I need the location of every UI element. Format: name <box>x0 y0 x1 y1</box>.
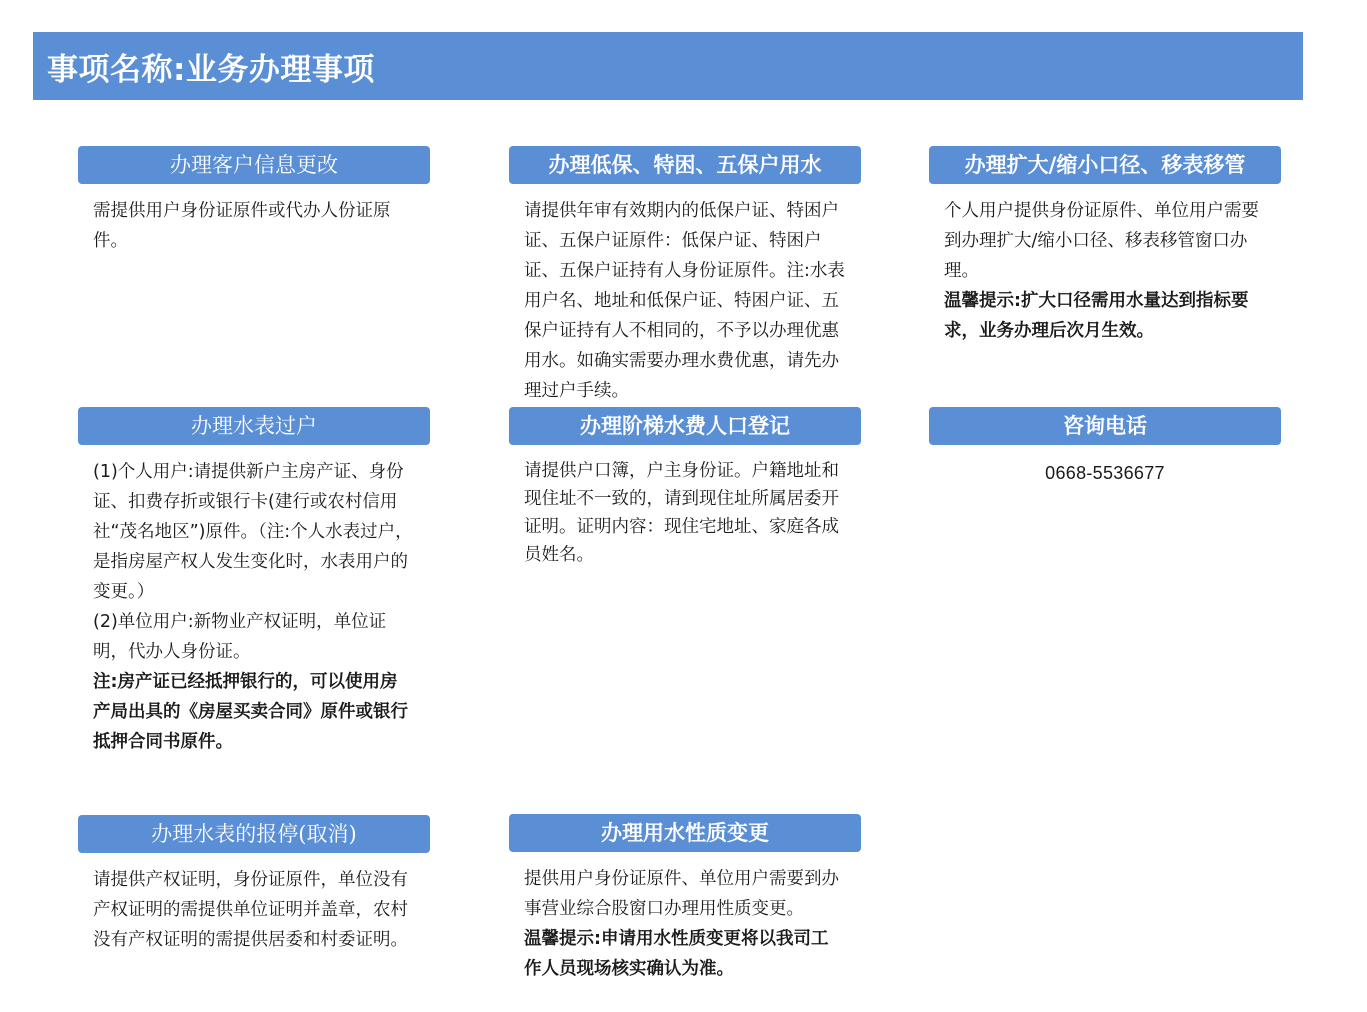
section-note: 温馨提示:扩大口径需用水量达到指标要求，业务办理后次月生效。 <box>944 291 1249 341</box>
section-heading: 办理用水性质变更 <box>509 814 861 852</box>
section-heading: 咨询电话 <box>929 407 1281 445</box>
section-body <box>78 196 430 256</box>
hotline-number: 0668-5536677 <box>1045 463 1165 483</box>
section-low-income-water <box>509 146 861 406</box>
section-text: (1)个人用户:请提供新户主房产证、身份证、扣费存折或银行卡(建行或农村信用社“茂名地区”)原件。（注:个人水表过户，是指房屋产权人发生变化时，水表用户的变更。） <box>93 462 413 602</box>
section-meter-suspension <box>78 815 430 955</box>
section-body <box>509 864 861 984</box>
section-body <box>509 196 861 406</box>
section-heading: 办理低保、特困、五保户用水 <box>509 146 861 184</box>
page-header-banner <box>33 32 1303 100</box>
section-heading: 办理水表过户 <box>78 407 430 445</box>
section-meter-transfer <box>78 407 430 757</box>
section-text: 请提供年审有效期内的低保户证、特困户证、五保户证原件：低保户证、特困户证、五保户证持有人身份证原件。注:水表用户名、地址和低保户证、特困户证、五保户证持有人不相同的，不予以办理优惠用水。如确实需要办理水费优惠，请先办理过户手续。 <box>524 201 845 401</box>
section-note: 注:房产证已经抵押银行的，可以使用房产局出具的《房屋买卖合同》原件或银行抵押合同书原件。 <box>93 672 408 752</box>
section-body <box>78 457 430 757</box>
section-tiered-population-registration <box>509 407 861 569</box>
section-text: 请提供产权证明，身份证原件，单位没有产权证明的需提供单位证明并盖章，农村没有产权证明的需提供居委和村委证明。 <box>93 870 408 950</box>
page-title: 事项名称:业务办理事项 <box>47 51 375 88</box>
section-text: 请提供户口簿，户主身份证。户籍地址和现住址不一致的，请到现住址所属居委开证明。证明内容：现住宅地址、家庭各成员姓名。 <box>524 461 839 565</box>
section-text: 提供用户身份证原件、单位用户需要到办事营业综合股窗口办理用性质变更。 <box>524 869 839 919</box>
section-heading: 办理客户信息更改 <box>78 146 430 184</box>
section-note: 温馨提示:申请用水性质变更将以我司工作人员现场核实确认为准。 <box>524 929 829 979</box>
section-heading: 办理水表的报停(取消) <box>78 815 430 853</box>
section-hotline <box>929 407 1281 484</box>
section-water-usage-type-change <box>509 814 861 984</box>
section-text: 需提供用户身份证原件或代办人份证原件。 <box>93 201 391 251</box>
section-caliber-change <box>929 146 1281 346</box>
section-customer-info-change <box>78 146 430 256</box>
section-heading: 办理阶梯水费人口登记 <box>509 407 861 445</box>
section-body <box>78 865 430 955</box>
section-heading: 办理扩大/缩小口径、移表移管 <box>929 146 1281 184</box>
section-body <box>509 457 861 569</box>
section-text: 个人用户提供身份证原件、单位用户需要到办理扩大/缩小口径、移表移管窗口办理。 <box>944 201 1259 281</box>
section-body <box>929 196 1281 346</box>
section-text: (2)单位用户:新物业产权证明，单位证明，代办人身份证。 <box>93 612 387 662</box>
